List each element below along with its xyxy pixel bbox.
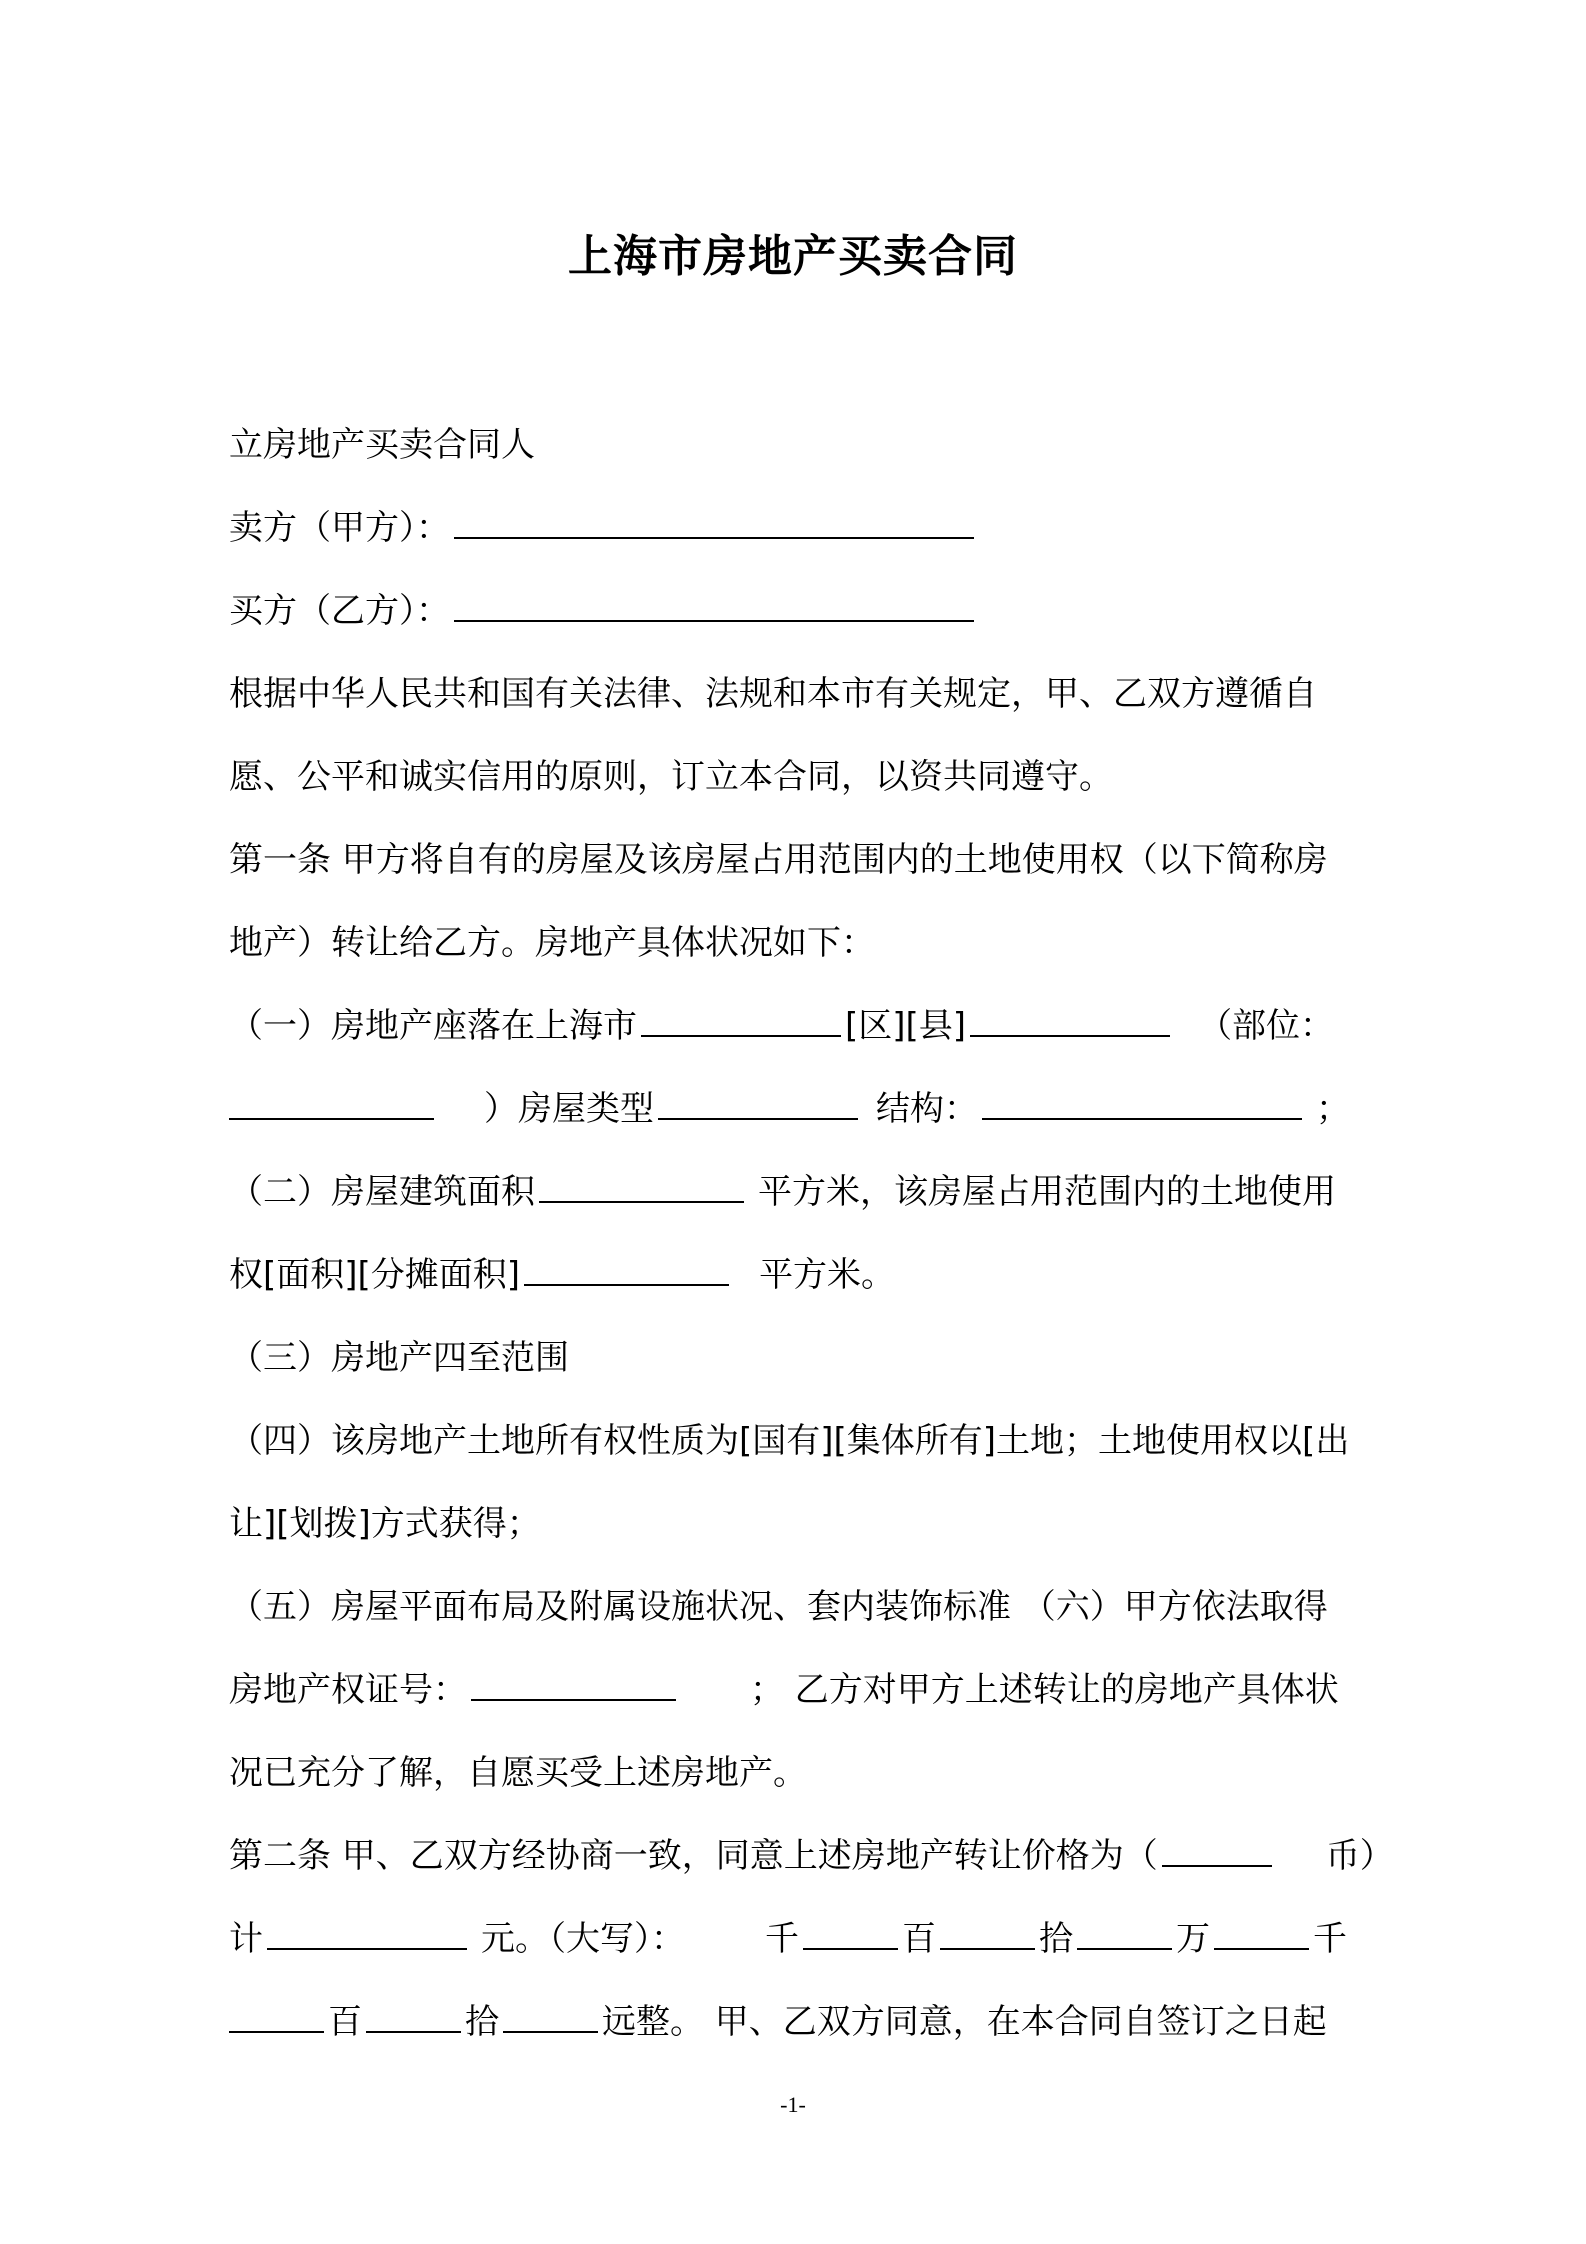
- contract-body: [229, 404, 1449, 2064]
- line-buyer: 买方（乙方）：: [229, 570, 1449, 653]
- line-article-1b: 地产）转让给乙方。房地产具体状况如下：: [229, 923, 875, 963]
- line-item-6b: 况已充分了解，自愿买受上述房地产。: [229, 1753, 807, 1793]
- price-unit-blank[interactable]: [503, 1997, 598, 2033]
- structure-blank[interactable]: [982, 1084, 1302, 1120]
- district-blank[interactable]: [641, 1001, 841, 1037]
- price-tenthousand-blank[interactable]: [1077, 1914, 1172, 1950]
- price-ten2-blank[interactable]: [366, 1997, 461, 2033]
- line-item-1b: ）房屋类型 结构： ；: [229, 1068, 1449, 1151]
- building-area-blank[interactable]: [539, 1167, 744, 1203]
- line-item-2b: 权[面积][分摊面积] 平方米。: [229, 1234, 1449, 1317]
- certificate-no-blank[interactable]: [471, 1665, 676, 1701]
- line-item-4a: （四）该房地产土地所有权性质为[国有][集体所有]土地；土地使用权以[出: [229, 1421, 1350, 1461]
- line-preamble-1: 根据中华人民共和国有关法律、法规和本市有关规定，甲、乙双方遵循自: [229, 674, 1317, 714]
- line-item-5: （五）房屋平面布局及附属设施状况、套内装饰标准 （六）甲方依法取得: [229, 1587, 1328, 1627]
- seller-name-blank[interactable]: [454, 503, 974, 539]
- line-article-2b: 计 元。（大写）： 千 百 拾 万 千: [229, 1898, 1449, 1981]
- land-area-blank[interactable]: [524, 1250, 729, 1286]
- currency-blank[interactable]: [1162, 1831, 1272, 1867]
- location-blank[interactable]: [229, 1084, 434, 1120]
- price-thousand-blank[interactable]: [1214, 1914, 1309, 1950]
- line-item-2a: （二）房屋建筑面积 平方米，该房屋占用范围内的土地使用: [229, 1151, 1449, 1234]
- buyer-name-blank[interactable]: [454, 586, 974, 622]
- line-item-6: 房地产权证号： ； 乙方对甲方上述转让的房地产具体状: [229, 1649, 1449, 1732]
- document-title: 上海市房地产买卖合同: [568, 231, 1018, 282]
- line-article-2c: 百 拾 远整。 甲、乙双方同意，在本合同自签订之日起: [229, 1981, 1449, 2064]
- price-ten-blank[interactable]: [940, 1914, 1035, 1950]
- line-item-4b: 让][划拨]方式获得；: [229, 1504, 541, 1544]
- price-number-blank[interactable]: [267, 1914, 467, 1950]
- page-number: -1-: [780, 2092, 806, 2117]
- price-hundred2-blank[interactable]: [229, 1997, 324, 2033]
- line-preamble-2: 愿、公平和诚实信用的原则，订立本合同，以资共同遵守。: [229, 757, 1113, 797]
- price-hundred-blank[interactable]: [803, 1914, 898, 1950]
- line-item-1a: （一）房地产座落在上海市 [区][县] （部位：: [229, 985, 1449, 1068]
- line-article-1a: 第一条 甲方将自有的房屋及该房屋占用范围内的土地使用权（以下简称房: [229, 840, 1328, 880]
- line-article-2a: 第二条 甲、乙双方经协商一致，同意上述房地产转让价格为（ 币）: [229, 1815, 1449, 1898]
- line-seller: 卖方（甲方）：: [229, 487, 1449, 570]
- line-parties-heading: 立房地产买卖合同人: [229, 425, 535, 465]
- house-type-blank[interactable]: [658, 1084, 858, 1120]
- line-item-3: （三）房地产四至范围: [229, 1338, 569, 1378]
- county-blank[interactable]: [970, 1001, 1170, 1037]
